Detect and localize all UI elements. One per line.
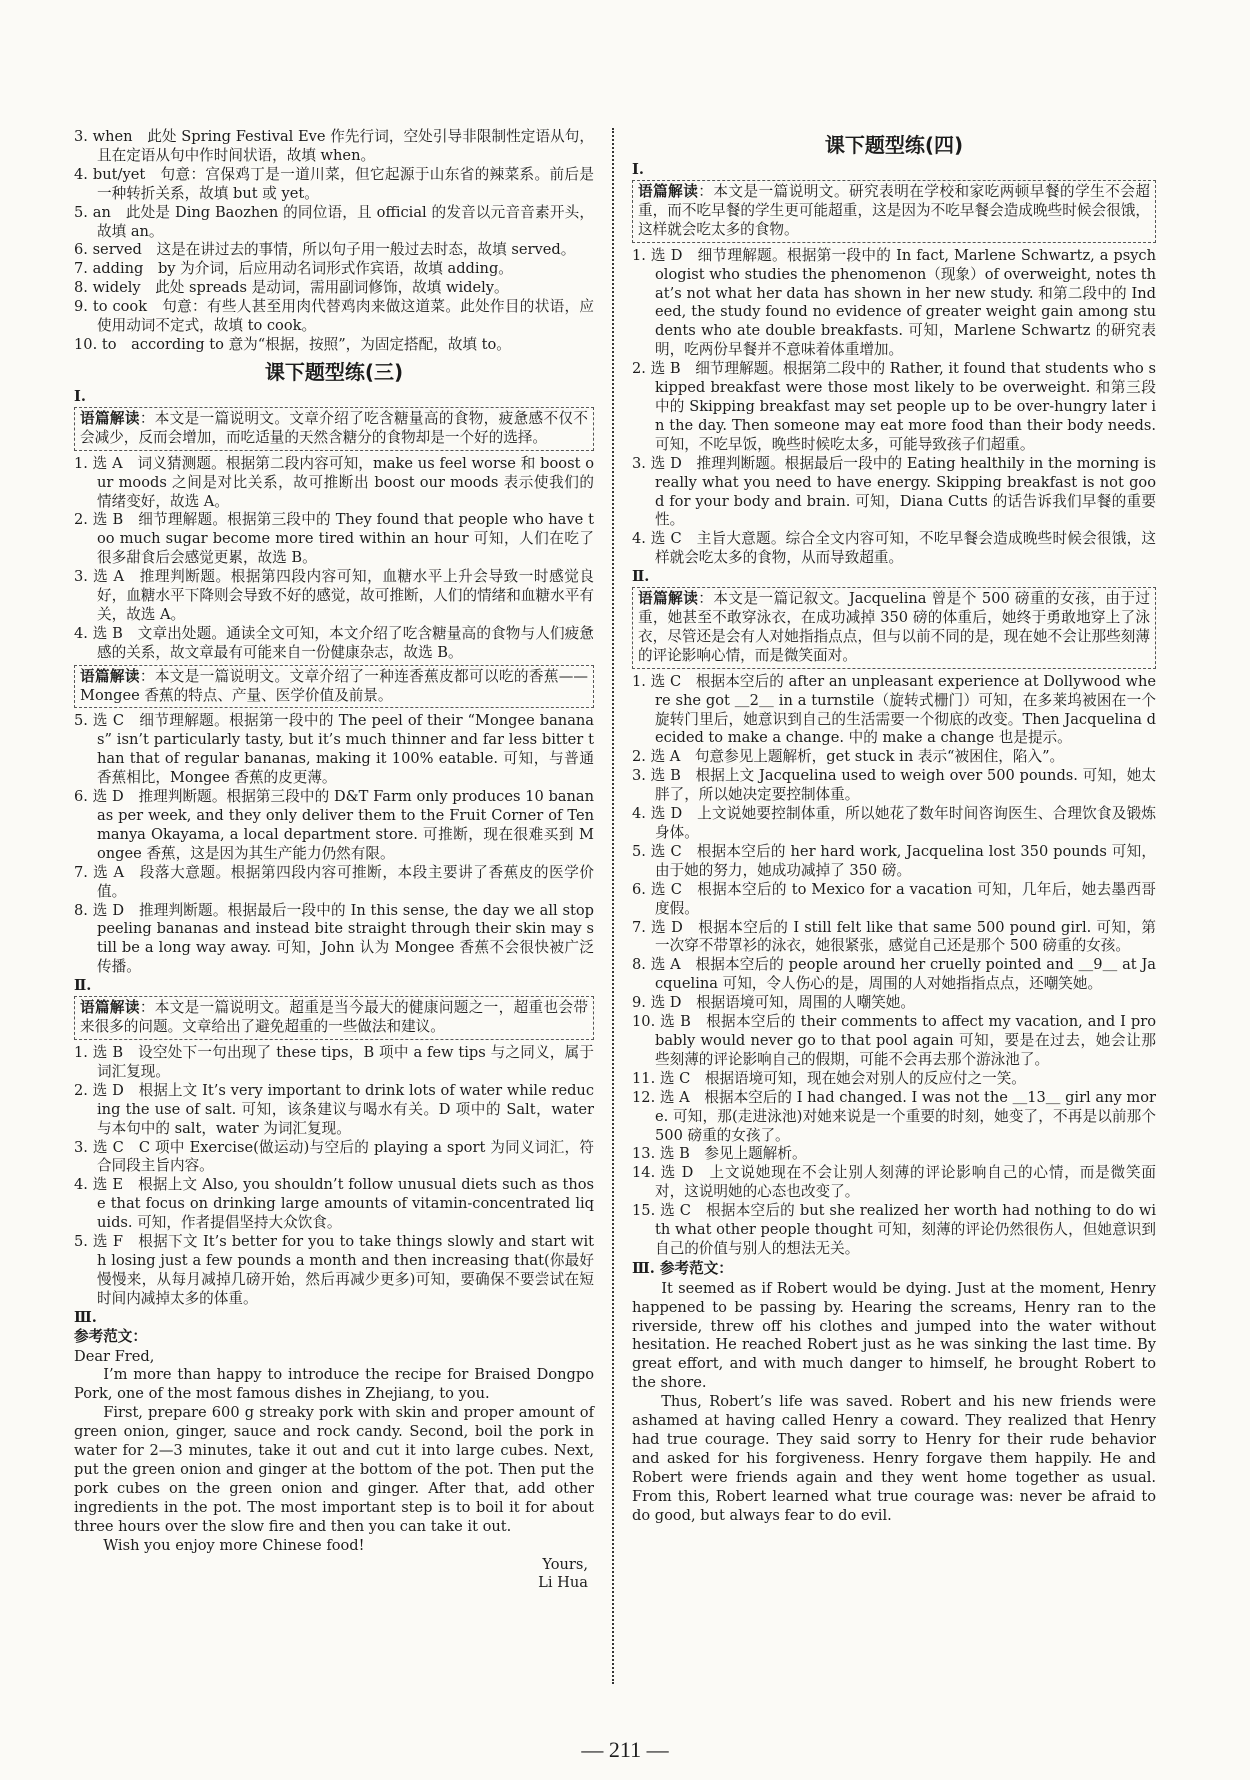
answer-item: 4. 选 C 主旨大意题。综合全文内容可知，不吃早餐会造成晚些时候会很饿，这样就会吃太多的食物，从而导致超重。	[632, 530, 1156, 567]
right-column	[632, 128, 1156, 1526]
answer-item: 4. 选 D 上文说她要控制体重，所以她花了数年时间咨询医生、合理饮食及锻炼身体。	[632, 805, 1156, 841]
section-title-3: 课下题型练(三)	[264, 359, 404, 384]
box-text: ：本文是一篇说明文。文章介绍了一种连香蕉皮都可以吃的香蕉——Mongee 香蕉的特点、产量、医学价值及前景。	[80, 667, 588, 704]
essay-paragraph: Thus, Robert’s life was saved. Robert and his new friends were ashamed at having called Henry a coward. They realized that Henry had true courage. They said sorry to Henry for their rude behavior and asked for his forgiveness. Henry forgave them happily. He and Robert were friends again and they went home together as usual. From this, Robert learned what true courage was: never be afraid to do good, but always fear to do evil.	[632, 1393, 1156, 1524]
answer-item: 3. 选 B 根据上文 Jacquelina used to weigh over 500 pounds. 可知，她太胖了，所以她决定要控制体重。	[632, 767, 1156, 804]
answer-item: 3. 选 C C 项中 Exercise(做运动)与空后的 playing a sport 为同义词汇，符合同段主旨内容。	[74, 1138, 594, 1175]
box-label: 语篇解读	[638, 590, 699, 608]
essay-paragraph: It seemed as if Robert would be dying. Just at the moment, Henry happened to be passing by. Hearing the screams, Henry ran to the riverside, threw off his clothes and jumped into the water without hesitation. He reached Robert just as he was sinking the last time. By great effort, and with much danger to himself, he brought Robert to the shore.	[632, 1279, 1156, 1392]
answer-item: 1. 选 C 根据本空后的 after an unpleasant experience at Dollywood where she got ＿2＿ in a turnstile（旋转式栅门）可知，在多莱坞被困在一个旋转门里后，她意识到自己的生活需要一个彻底的改变。Then Jacquelina decided to make a change. 中的 make a change 也是提示。	[632, 672, 1156, 747]
box-text: ：本文是一篇记叙文。Jacquelina 曾是个 500 磅重的女孩，由于过重，她甚至不敢穿泳衣，在成功减掉 350 磅的体重后，她终于勇敢地穿上了泳衣，尽管还是会有人对她指指点点，但与以前不同的是，现在她不会让那些刻薄的评论影响心情，而是微笑面对。	[638, 590, 1150, 664]
essay-paragraph: First, prepare 600 g streaky pork with skin and proper amount of green onion, ginger, sauce and rock candy. Second, boil the pork in water for 2—3 minutes, take it out and cut it into large cubes. Next, put the green onion and ginger at the bottom of the pot. Then put the pork cubes on the green onion and ginger. After that, add other ingredients in the pot. The most important step is to boil it for about three hours over the slow fire and then you can take it out.	[74, 1404, 594, 1535]
box-text: ：本文是一篇说明文。研究表明在学校和家吃两顿早餐的学生不会超重，而不吃早餐的学生更可能超重，这是因为不吃早餐会造成晚些时候会很饿，这样就会吃太多的食物。	[638, 183, 1150, 238]
answer-item: 8. 选 A 根据本空后的 people around her cruelly pointed and ＿9＿ at Jacquelina 可知，令人伤心的是，周围的人对她指指点点，还嘲笑她。	[632, 956, 1156, 993]
section-title-4: 课下题型练(四)	[824, 133, 964, 157]
answer-item: 1. 选 D 细节理解题。根据第一段中的 In fact, Marlene Schwartz, a psychologist who studies the phenomenon（现象）of overweight, notes that’s not what her data has shown in her new study. 和第二段中的 Indeed, the study found no evidence of greater weight gain among students who ate double breakfasts. 可知，Marlene Schwartz 的研究表明，吃两份早餐并不意味着体重增加。	[632, 246, 1156, 359]
answer-item: 7. adding by 为介词，后应用动名词形式作宾语，故填 adding。	[74, 260, 513, 278]
answer-item: 6. 选 D 推理判断题。根据第三段中的 D&T Farm only produces 10 bananas per week, and they only deliver them to the Fruit Corner of Tenmanya Okayama, a local department store. 可推断，现在很难买到 Mongee 香蕉，这是因为其生产能力仍然有限。	[74, 788, 594, 862]
answer-item: 8. 选 D 推理判断题。根据最后一段中的 In this sense, the day we all stop peeling bananas and instead bite straight through their skin may still be a long way away. 可知，John 认为 Mongee 香蕉不会很快被广泛传播。	[74, 901, 594, 976]
answer-item: 11. 选 C 根据语境可知，现在她会对别人的反应付之一笑。	[632, 1069, 1026, 1087]
part-heading: Ⅲ.	[74, 1308, 97, 1326]
part-heading: Ⅱ.	[74, 977, 92, 995]
box-text: ：本文是一篇说明文。超重是当今最大的健康问题之一，超重也会带来很多的问题。文章给出了避免超重的一些做法和建议。	[80, 999, 588, 1036]
answer-item: 10. 选 B 根据本空后的 their comments to affect my vacation, and I probably would never go to that pool again 可知，要是在过去，她会让那些刻薄的评论影响自己的假期，可能不会再去那个游泳池了。	[632, 1013, 1156, 1068]
box-text: ：本文是一篇说明文。文章介绍了吃含糖量高的食物，疲惫感不仅不会减少，反而会增加，而吃适量的天然含糖分的食物却是一个好的选择。	[80, 409, 588, 446]
answer-item: 4. 选 B 文章出处题。通读全文可知，本文介绍了吃含糖量高的食物与人们疲惫感的关系，故文章最有可能来自一份健康杂志，故选 B。	[74, 624, 594, 661]
passage-analysis-box	[74, 996, 594, 1040]
answer-item: 5. 选 C 根据本空后的 her hard work, Jacquelina lost 350 pounds 可知，由于她的努力，她成功减掉了 350 磅。	[632, 842, 1156, 879]
answer-item: 9. to cook 句意：有些人甚至用肉代替鸡肉来做这道菜。此处作目的状语，应使用动词不定式，故填 to cook。	[74, 298, 594, 335]
left-top-items	[74, 128, 594, 355]
box-label: 语篇解读	[80, 409, 140, 427]
answer-item: 4. but/yet 句意：宫保鸡丁是一道川菜，但它起源于山东省的辣菜系。前后是一种转折关系，故填 but 或 yet。	[74, 165, 594, 202]
part-heading: Ⅱ.	[632, 568, 650, 586]
answer-item: 2. 选 B 细节理解题。根据第三段中的 They found that people who have too much sugar become more tired within an hour 可知，人们在吃了很多甜食后会感觉更累，故选 B。	[74, 511, 594, 567]
passage-analysis-box	[74, 665, 594, 709]
essay-paragraph: I’m more than happy to introduce the recipe for Braised Dongpo Pork, one of the most famous dishes in Zhejiang, to you.	[74, 1366, 594, 1403]
answer-item: 5. an 此处是 Ding Baozhen 的同位语，且 official 的发音以元音音素开头，故填 an。	[74, 203, 594, 240]
answer-item: 5. 选 C 细节理解题。根据第一段中的 The peel of their “Mongee bananas” isn’t particularly tasty, but it’s much thinner and far less bitter than that of regular bananas, making it 100% eatable. 可知，与普通香蕉相比，Mongee 香蕉的皮更薄。	[74, 712, 594, 787]
answer-item: 2. 选 D 根据上文 It’s very important to drink lots of water while reducing the use of salt. 可知，该条建议与喝水有关。D 项中的 Salt，water 与本句中的 salt，water 为词汇复现。	[74, 1081, 594, 1137]
column-divider	[612, 128, 614, 1684]
answer-item: 14. 选 D 上文说她现在不会让别人刻薄的评论影响自己的心情，而是微笑面对，这说明她的心态也改变了。	[632, 1164, 1156, 1201]
answer-item: 3. when 此处 Spring Festival Eve 作先行词，空处引导非限制性定语从句，且在定语从句中作时间状语，故填 when。	[74, 128, 594, 164]
box-label: 语篇解读	[80, 667, 140, 685]
answer-item: 1. 选 A 词义猜测题。根据第二段内容可知，make us feel worse 和 boost our moods 之间是对比关系，故可推断出 boost our moods 表示使我们的情绪变好，故选 A。	[74, 454, 594, 510]
answer-item: 8. widely 此处 spreads 是动词，需用副词修饰，故填 widely。	[74, 279, 509, 297]
passage-analysis-box	[632, 180, 1156, 243]
sample-essay-heading: 参考范文：	[74, 1327, 147, 1345]
passage-analysis-box	[74, 407, 594, 451]
answer-item: 6. served 这是在讲过去的事情，所以句子用一般过去时态，故填 served。	[74, 241, 576, 259]
answer-item: 10. to according to 意为“根据，按照”，为固定搭配，故填 to。	[74, 335, 511, 353]
letter-greeting: Dear Fred,	[74, 1347, 155, 1365]
passage-analysis-box	[632, 587, 1156, 669]
answer-item: 6. 选 C 根据本空后的 to Mexico for a vacation 可知，几年后，她去墨西哥度假。	[632, 880, 1156, 917]
sample-essay-heading: Ⅲ. 参考范文：	[632, 1259, 733, 1277]
answer-item: 2. 选 A 句意参见上题解析，get stuck in 表示“被困住，陷入”。	[632, 748, 1065, 766]
answer-item: 12. 选 A 根据本空后的 I had changed. I was not the ＿13＿ girl any more. 可知，那(走进泳池)对她来说是一个重要的时刻，她变了，不再是以前那个 500 磅重的女孩了。	[632, 1088, 1156, 1144]
box-label: 语篇解读	[80, 999, 140, 1017]
answer-item: 3. 选 D 推理判断题。根据最后一段中的 Eating healthily in the morning is really what you need to have energy. Skipping breakfast is not good for your body and brain. 可知，Diana Cutts 的话告诉我们早餐的重要性。	[632, 454, 1156, 529]
left-column	[74, 128, 594, 1593]
answer-item: 7. 选 D 根据本空后的 I still felt like that same 500 pound girl. 可知，第一次穿不带罩衫的泳衣，她很紧张，感觉自己还是那个 500 磅重的女孩。	[632, 918, 1156, 955]
page-number: — 211 —	[581, 1737, 669, 1762]
answer-item: 3. 选 A 推理判断题。根据第四段内容可知，血糖水平上升会导致一时感觉良好，血糖水平下降则会导致不好的感觉，故可推断，人们的情绪和血糖水平有关，故选 A。	[74, 568, 594, 623]
part-heading: Ⅰ.	[74, 387, 86, 405]
answer-item: 1. 选 B 设空处下一句出现了 these tips，B 项中 a few tips 与之同义，属于词汇复现。	[74, 1043, 594, 1080]
essay-paragraph: Wish you enjoy more Chinese food!	[103, 1536, 365, 1554]
box-label: 语篇解读	[638, 183, 699, 200]
letter-signature: Li Hua	[538, 1574, 588, 1592]
answer-item: 5. 选 F 根据下文 It’s better for you to take things slowly and start with losing just a few pounds a month and then increasing that(你最好慢慢来，从每月减掉几磅开始，然后再减少更多)可知，要确保不要尝试在短时间内减掉太多的体重。	[74, 1233, 594, 1307]
answer-item: 15. 选 C 根据本空后的 but she realized her worth had nothing to do with what other people thought 可知，刻薄的评论仍然很伤人，但她意识到自己的价值与别人的想法无关。	[632, 1202, 1156, 1257]
part-heading: Ⅰ.	[632, 161, 644, 178]
answer-item: 9. 选 D 根据语境可知，周围的人嘲笑她。	[632, 994, 915, 1012]
answer-item: 13. 选 B 参见上题解析。	[632, 1145, 807, 1163]
answer-item: 2. 选 B 细节理解题。根据第二段中的 Rather, it found that students who skipped breakfast were those most likely to be overweight. 和第三段中的 Skipping breakfast may set people up to be over-hungry later in the day. Then someone may eat more food than their body needs. 可知，不吃早饭，晚些时候吃太多，可能导致孩子们超重。	[632, 360, 1156, 453]
letter-closing: Yours,	[542, 1555, 588, 1573]
answer-item: 4. 选 E 根据上文 Also, you shouldn’t follow unusual diets such as those that focus on drinking large amounts of vitamin-concentrated liquids. 可知，作者提倡坚持大众饮食。	[74, 1176, 594, 1232]
answer-item: 7. 选 A 段落大意题。根据第四段内容可推断，本段主要讲了香蕉皮的医学价值。	[74, 863, 594, 900]
